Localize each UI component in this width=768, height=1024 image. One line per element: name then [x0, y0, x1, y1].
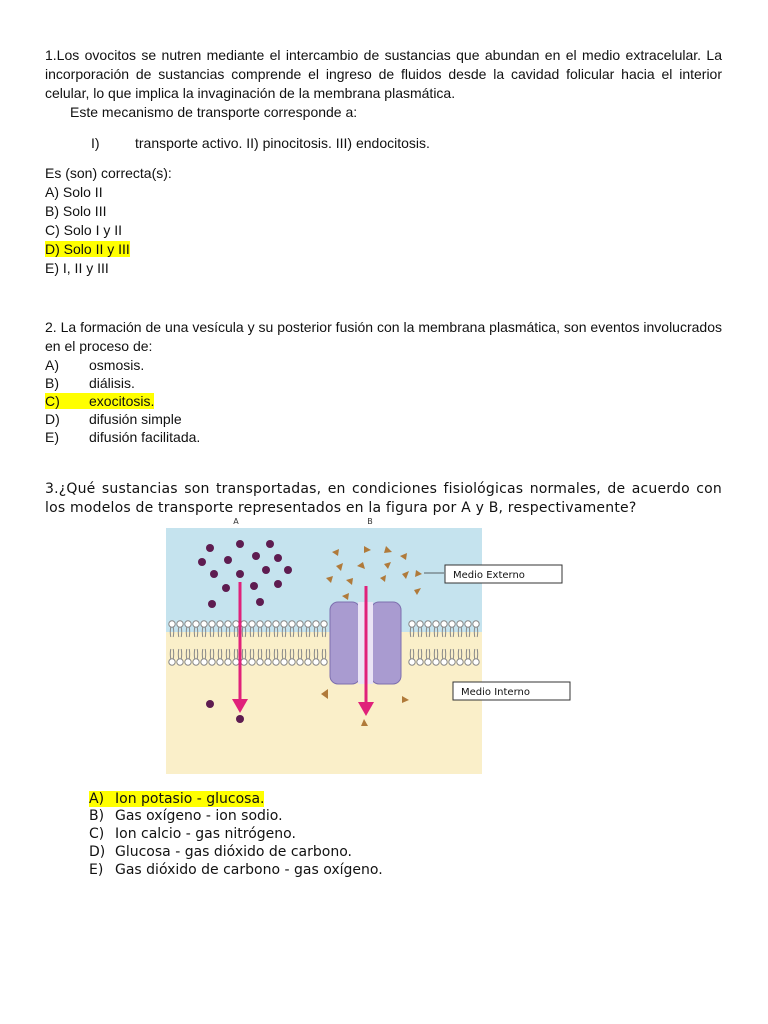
panel-label-a: A	[233, 517, 239, 526]
question-2-text: 2. La formación de una vesícula y su posterior fusión con la membrana plasmática, son eventos involucrados en el proceso de:	[45, 319, 722, 354]
question-1-option-c: C) Solo I y II	[45, 222, 123, 238]
panel-label-b: B	[367, 517, 373, 526]
question-2-option-b	[45, 374, 135, 392]
option-text: osmosis.	[89, 357, 145, 373]
question-1-roman-items: transporte activo. II) pinocitosis. III) endocitosis.	[135, 135, 430, 151]
label-medio-externo	[424, 565, 562, 583]
extracellular-region	[166, 528, 482, 632]
option-letter: B)	[89, 808, 105, 824]
option-letter: A)	[45, 357, 59, 373]
question-1-option-a: A) Solo II	[45, 184, 103, 200]
option-letter: E)	[45, 429, 59, 445]
option-text: Ion potasio - glucosa.	[115, 791, 265, 807]
medio-interno-text: Medio Interno	[461, 687, 530, 698]
question-1-option-b: B) Solo III	[45, 203, 107, 219]
option-text: Gas oxígeno - ion sodio.	[115, 808, 283, 824]
option-text: Gas dióxido de carbono - gas oxígeno.	[115, 862, 383, 878]
label-medio-interno	[453, 682, 570, 700]
option-text: difusión facilitada.	[89, 429, 201, 445]
question-1-option-d	[45, 240, 130, 259]
option-text: Ion calcio - gas nitrógeno.	[115, 826, 296, 842]
question-3-option-e	[89, 862, 383, 879]
question-2-option-c	[45, 392, 154, 410]
option-letter: C)	[45, 393, 60, 409]
question-2-option-e	[45, 428, 200, 446]
option-letter: C)	[89, 826, 105, 842]
option-text: diálisis.	[89, 375, 135, 391]
question-3-option-a	[89, 791, 264, 808]
question-3-option-b	[89, 808, 283, 825]
question-2-option-d	[45, 410, 182, 428]
option-letter: D)	[45, 411, 60, 427]
highlight-mark: D) Solo II y III	[45, 241, 130, 257]
medio-externo-text: Medio Externo	[453, 570, 525, 581]
option-letter: D)	[89, 844, 106, 860]
question-1-prompt: Es (son) correcta(s):	[45, 165, 172, 181]
option-letter: B)	[45, 375, 59, 391]
question-3-text: 3.¿Qué sustancias son transportadas, en condiciones fisiológicas normales, de acuerdo con los modelos de transporte representados en la figura por A y B, respectivamente?	[45, 481, 722, 516]
membrane-transport-figure	[166, 516, 576, 774]
option-text: difusión simple	[89, 411, 182, 427]
question-1-roman-label: I)	[91, 135, 100, 151]
question-1-stem: Este mecanismo de transporte corresponde a:	[70, 104, 358, 120]
question-1-option-e: E) I, II y III	[45, 260, 109, 276]
question-2-option-a	[45, 356, 144, 374]
question-3-option-d	[89, 844, 352, 861]
option-text: Glucosa - gas dióxido de carbono.	[115, 844, 352, 860]
question-1-text: 1.Los ovocitos se nutren mediante el intercambio de sustancias que abundan en el medio extracelular. La incorporación de sustancias comprende el ingreso de fluidos desde la cavidad folicular hacia el interior celular, lo que implica la invaginación de la membrana plasmática.	[45, 47, 722, 101]
option-letter: A)	[89, 791, 105, 807]
option-letter: E)	[89, 862, 104, 878]
question-3-option-c	[89, 826, 296, 843]
option-text: exocitosis.	[89, 393, 155, 409]
